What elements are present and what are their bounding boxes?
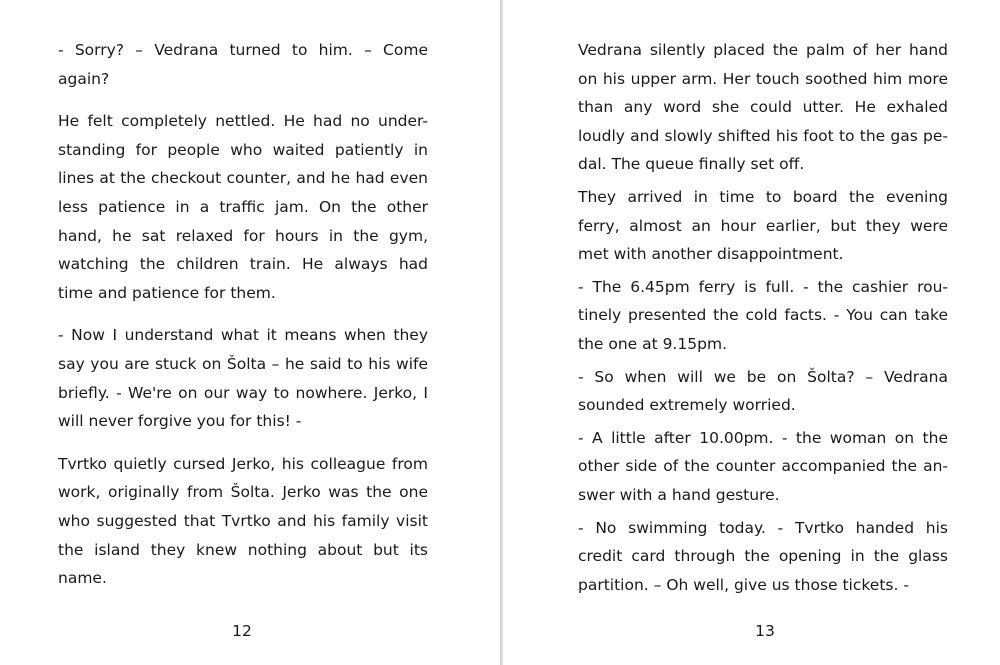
- paragraph: - The 6.45pm ferry is full. - the cashier rou-tinely presented the cold facts. - You can take the one at 9.15pm.: [578, 277, 948, 353]
- paragraph: - Now I understand what it means when they say you are stuck on Šolta – he said to his wife briefly. - We're on our way to nowhere. Jerko, I will never forgive you for this! -: [58, 326, 428, 431]
- paragraph: He felt completely nettled. He had no under-standing for people who waited patiently in lines at the checkout counter, and he had even less patience in a traffic jam. On the other hand, he sat relaxed for hours in the gym, watching the children train. He always had time and patience for them.: [58, 112, 428, 302]
- paragraph: - A little after 10.00pm. - the woman on the other side of the counter accompanied the an-swer with a hand gesture.: [578, 428, 948, 504]
- paragraph: - So when will we be on Šolta? – Vedrana sounded extremely worried.: [578, 367, 948, 415]
- paragraph: - Sorry? – Vedrana turned to him. – Come again?: [58, 41, 428, 88]
- right-page-text: [578, 36, 948, 603]
- paragraph: - No swimming today. - Tvrtko handed his credit card through the opening in the glass partition. – Oh well, give us those tickets. -: [578, 518, 948, 594]
- page-number: 12: [232, 622, 252, 640]
- paragraph: Vedrana silently placed the palm of her hand on his upper arm. Her touch soothed him more than any word she could utter. He exhaled loudly and slowly shifted his foot to the gas pe-dal. The queue finally set off.: [578, 41, 948, 174]
- page-number: 13: [755, 622, 775, 640]
- paragraph: They arrived in time to board the evening ferry, almost an hour earlier, but they were met with another disappointment.: [578, 187, 948, 264]
- paragraph: Tvrtko quietly cursed Jerko, his colleague from work, originally from Šolta. Jerko was the one who suggested that Tvrtko and his family visit the island they knew nothing about but its name.: [58, 454, 428, 588]
- left-page-text: [58, 36, 428, 607]
- right-page: [503, 0, 1000, 665]
